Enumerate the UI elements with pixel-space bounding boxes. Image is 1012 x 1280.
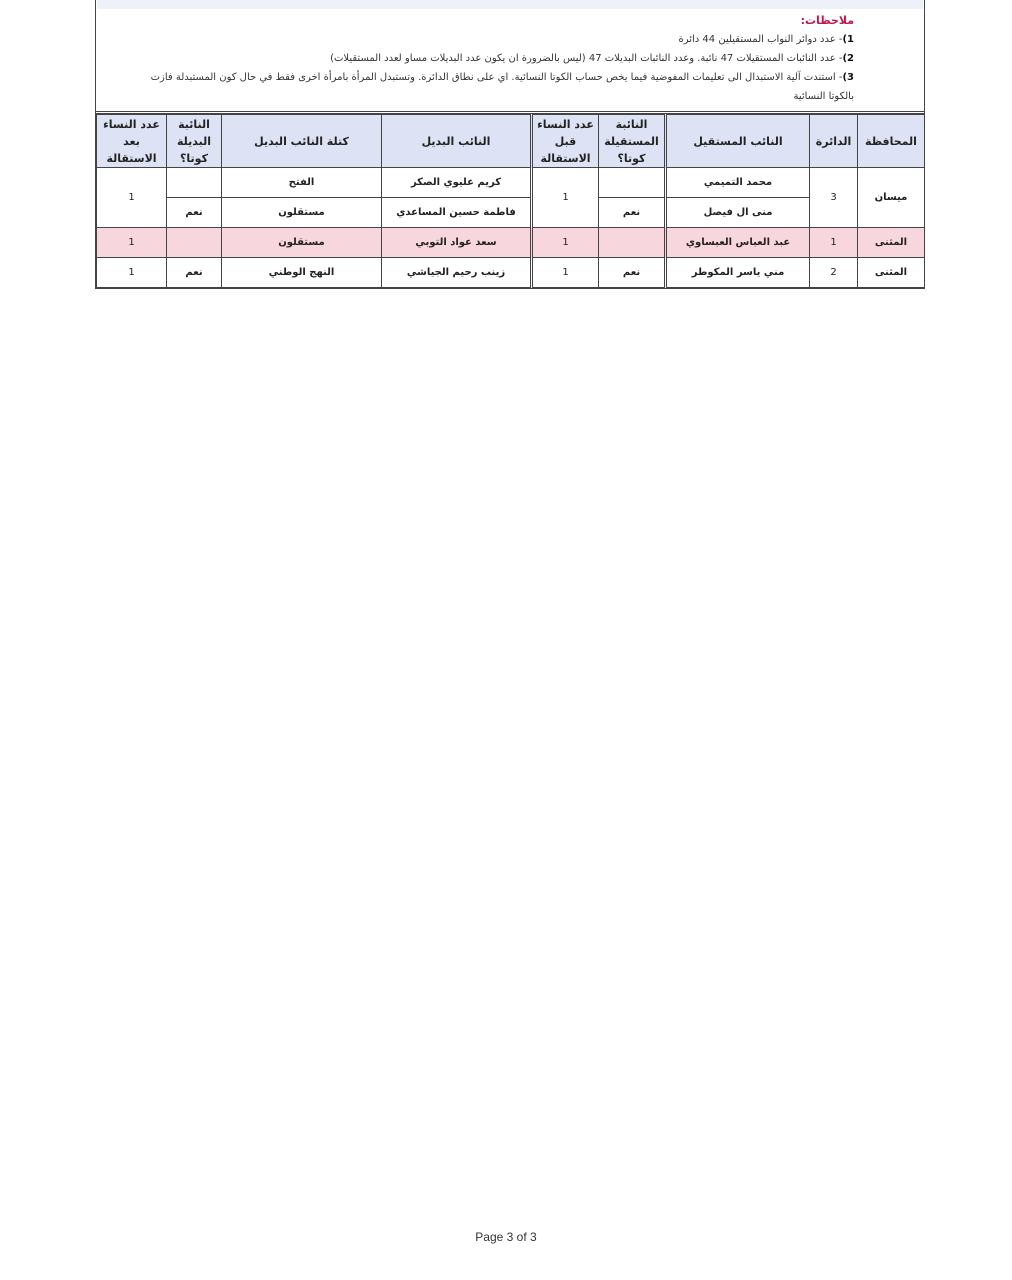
- cell-substitute-quota: [167, 228, 222, 258]
- cell-resigned-quota: [599, 228, 666, 258]
- cell-women-before: 1: [532, 228, 599, 258]
- cell-resigned-mp: منى ال فيصل: [666, 198, 810, 228]
- header-governorate: المحافظة: [858, 115, 925, 168]
- cell-substitute-quota: نعم: [167, 198, 222, 228]
- cell-substitute-mp: سعد عواد التوبي: [382, 228, 532, 258]
- cell-substitute-quota: نعم: [167, 258, 222, 288]
- note-number: 3): [842, 72, 854, 83]
- table-row: [97, 168, 925, 198]
- cell-resigned-mp: محمد التميمي: [666, 168, 810, 198]
- table-row-highlighted: [97, 228, 925, 258]
- note-text: - عدد دوائر النواب المستقيلين 44 دائرة: [678, 34, 843, 45]
- note-text: - استندت آلية الاستبدال الى تعليمات المفوضية فيما يخص حساب الكوتا النسائية. اي على نطاق الدائرة. وتستبدل المرأة بامرأة اخرى فقط في حال كون المستبدلة فازت بالكوتا النسائية: [150, 72, 854, 102]
- note-number: 2): [842, 53, 854, 64]
- cell-substitute-mp: زينب رحيم الجياشي: [382, 258, 532, 288]
- cell-women-after: 1: [97, 228, 167, 258]
- results-table-wrap: [96, 111, 924, 288]
- cell-women-after: 1: [97, 258, 167, 288]
- header-row: [97, 115, 925, 168]
- page-number: Page 3 of 3: [475, 1230, 537, 1244]
- table-row: [97, 198, 925, 228]
- note-text: - عدد النائبات المستقيلات 47 نائبة. وعدد النائبات البديلات 47 (ليس بالضرورة ان يكون عدد البديلات مساو لعدد المستقيلات): [330, 53, 843, 64]
- cell-substitute-bloc: مستقلون: [222, 228, 382, 258]
- cell-governorate: المثنى: [858, 228, 925, 258]
- cell-resigned-quota: [599, 168, 666, 198]
- note-item: [136, 30, 854, 49]
- cell-substitute-mp: كريم عليوي الصكر: [382, 168, 532, 198]
- cell-substitute-bloc: النهج الوطني: [222, 258, 382, 288]
- header-substitute-quota: النائبة البديلة كوتا؟: [167, 115, 222, 168]
- cell-substitute-mp: فاطمة حسين المساعدي: [382, 198, 532, 228]
- cell-district: 1: [810, 228, 858, 258]
- header-resigned-mp: النائب المستقيل: [666, 115, 810, 168]
- header-women-before: عدد النساء قبل الاستقالة: [532, 115, 599, 168]
- cell-resigned-mp: مني ياسر المكوطر: [666, 258, 810, 288]
- notes-title: ملاحظات:: [800, 14, 854, 27]
- cell-resigned-mp: عبد العباس العبساوي: [666, 228, 810, 258]
- note-item: [136, 49, 854, 68]
- cell-substitute-bloc: مستقلون: [222, 198, 382, 228]
- cell-resigned-quota: نعم: [599, 198, 666, 228]
- cell-district: 2: [810, 258, 858, 288]
- document-sheet: [95, 0, 925, 289]
- header-district: الدائرة: [810, 115, 858, 168]
- header-women-after: عدد النساء بعد الاستقالة: [97, 115, 167, 168]
- note-number: 1): [842, 34, 854, 45]
- cell-substitute-quota: [167, 168, 222, 198]
- cell-governorate: ميسان: [858, 168, 925, 228]
- cell-substitute-bloc: الفتح: [222, 168, 382, 198]
- header-substitute-bloc: كتلة النائب البديل: [222, 115, 382, 168]
- table-row: [97, 258, 925, 288]
- cell-women-before: 1: [532, 258, 599, 288]
- notes-section: [96, 0, 924, 111]
- cell-women-before: 1: [532, 168, 599, 228]
- note-item: [136, 68, 854, 106]
- results-table: [96, 114, 925, 288]
- header-resigned-quota: النائبة المستقيلة كوتا؟: [599, 115, 666, 168]
- header-substitute-mp: النائب البديل: [382, 115, 532, 168]
- cell-resigned-quota: نعم: [599, 258, 666, 288]
- cell-district: 3: [810, 168, 858, 228]
- cell-governorate: المثنى: [858, 258, 925, 288]
- cell-women-after: 1: [97, 168, 167, 228]
